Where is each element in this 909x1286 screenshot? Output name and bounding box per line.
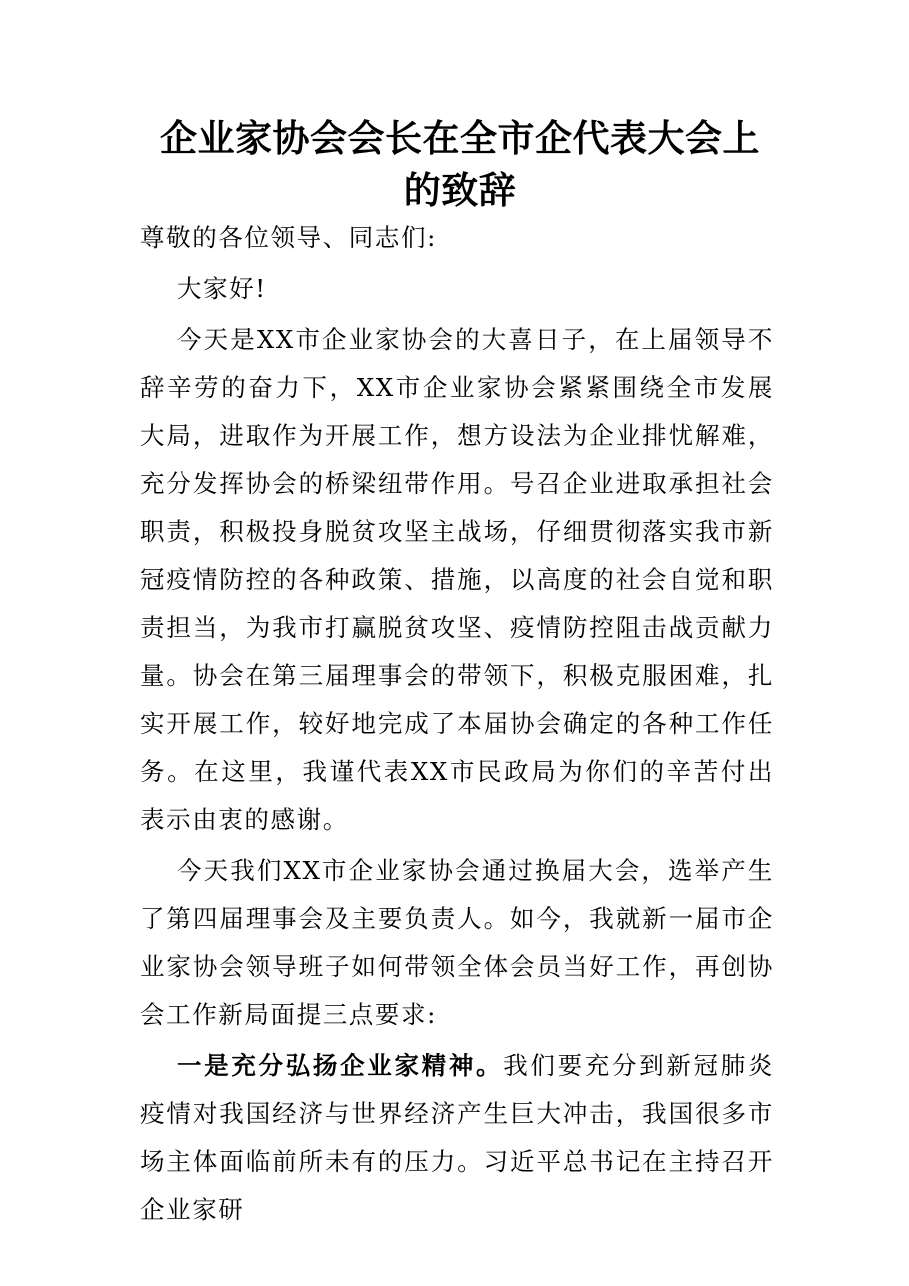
paragraph-3-text: 我们要充分到新冠肺炎疫情对我国经济与世界经济产生巨大冲击，我国很多市场主体面临前所未有的压力。习近平总书记在主持召开企业家研 <box>140 1051 775 1224</box>
paragraph-2: 今天我们XX市企业家协会通过换届大会，选举产生了第四届理事会及主要负责人。如今，我就新一届市企业家协会领导班子如何带领全体会员当好工作，再创协会工作新局面提三点要求: <box>140 856 774 1029</box>
paragraph-3-heading: 一是充分弘扬企业家精神。 <box>177 1051 504 1080</box>
salutation: 大家好! <box>177 274 267 303</box>
document-title: 企业家协会会长在全市企代表大会上的致辞 <box>160 116 760 212</box>
greeting: 尊敬的各位领导、同志们: <box>140 223 437 252</box>
document-body <box>140 214 774 1237</box>
paragraph-3 <box>140 1042 774 1234</box>
paragraph-1: 今天是XX市企业家协会的大喜日子，在上届领导不辞辛劳的奋力下，XX市企业家协会紧紧围绕全市发展大局，进取作为开展工作，想方设法为企业排忧解难，充分发挥协会的桥梁纽带作用。号召企业进取承担社会职责，积极投身脱贫攻坚主战场，仔细贯彻落实我市新冠疫情防控的各种政策、措施，以高度的社会自觉和职责担当，为我市打赢脱贫攻坚、疫情防控阻击战贡献力量。协会在第三届理事会的带领下，积极克服困难，扎实开展工作，较好地完成了本届协会确定的各种工作任务。在这里，我谨代表XX市民政局为你们的辛苦付出表示由衷的感谢。 <box>140 325 774 834</box>
